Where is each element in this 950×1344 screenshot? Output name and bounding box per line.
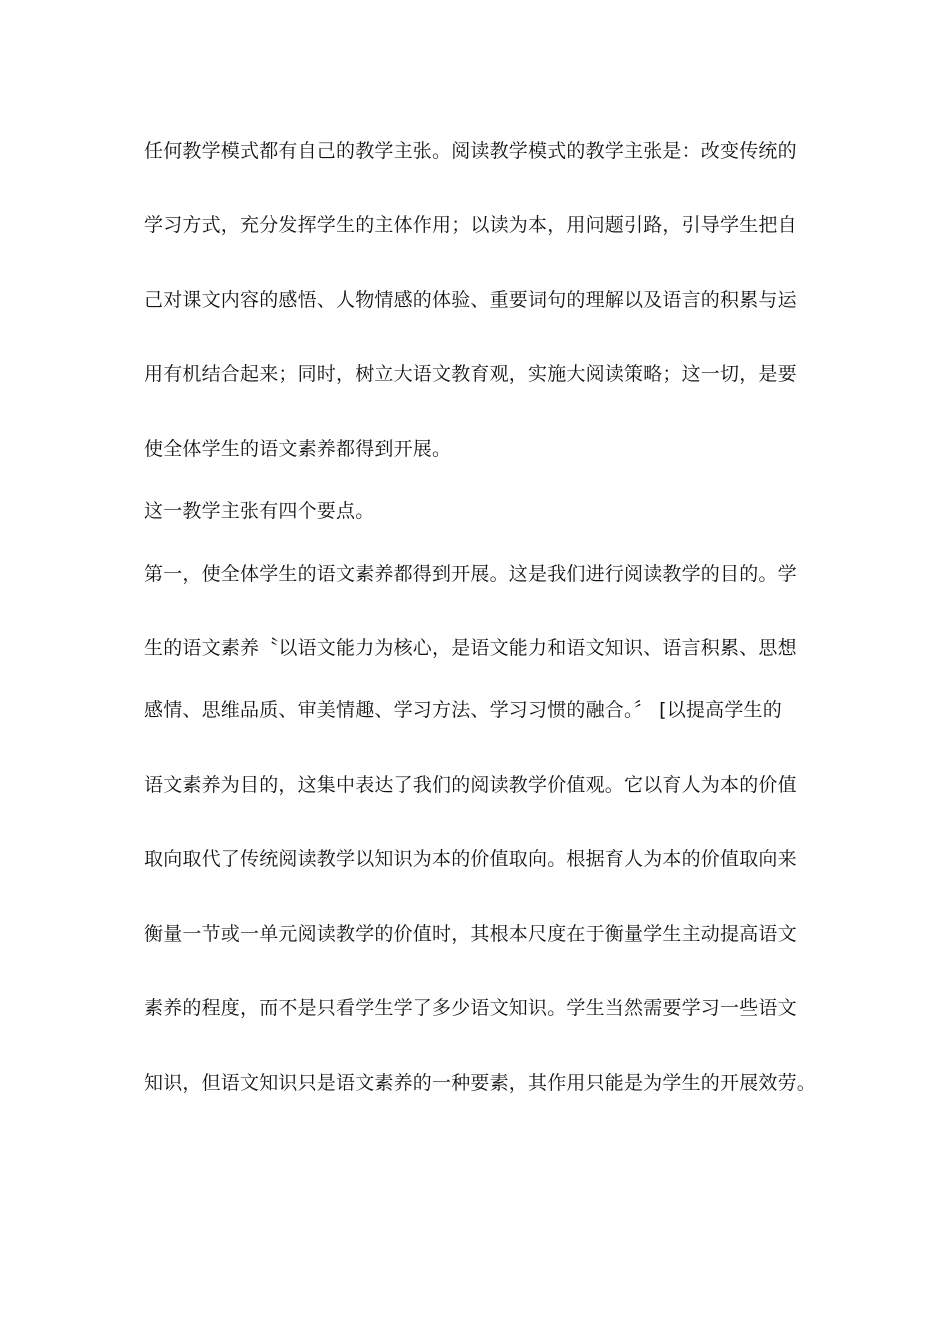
- text-line: 取向取代了传统阅读教学以知识为本的价值取向。根据育人为本的价值取向来: [144, 848, 797, 870]
- text-line: 语文素养为目的，这集中表达了我们的阅读教学价值观。它以育人为本的价值: [144, 774, 797, 796]
- text-line: 己对课文内容的感悟、人物情感的体验、重要词句的理解以及语言的积累与运: [144, 289, 797, 311]
- text-line: 这一教学主张有四个要点。: [144, 500, 375, 522]
- text-line: 用有机结合起来；同时，树立大语文教育观，实施大阅读策略；这一切，是要: [144, 363, 797, 385]
- text-line: 感情、思维品质、审美情趣、学习方法、学习习惯的融合。〞 [以提高学生的: [144, 699, 782, 721]
- text-line: 使全体学生的语文素养都得到开展。: [144, 438, 452, 460]
- text-line: 衡量一节或一单元阅读教学的价值时，其根本尺度在于衡量学生主动提高语文: [144, 923, 797, 945]
- text-line: 学习方式，充分发挥学生的主体作用；以读为本，用问题引路，引导学生把自: [144, 214, 797, 236]
- text-line: 素养的程度，而不是只看学生学了多少语文知识。学生当然需要学习一些语文: [144, 997, 797, 1019]
- text-line: 第一，使全体学生的语文素养都得到开展。这是我们进行阅读教学的目的。学: [144, 563, 797, 585]
- text-line: 任何教学模式都有自己的教学主张。阅读教学模式的教学主张是：改变传统的: [144, 140, 797, 162]
- text-line: 知识，但语文知识只是语文素养的一种要素，其作用只能是为学生的开展效劳。: [144, 1072, 817, 1094]
- text-line: 生的语文素养〝以语文能力为核心，是语文能力和语文知识、语言积累、思想: [144, 637, 797, 659]
